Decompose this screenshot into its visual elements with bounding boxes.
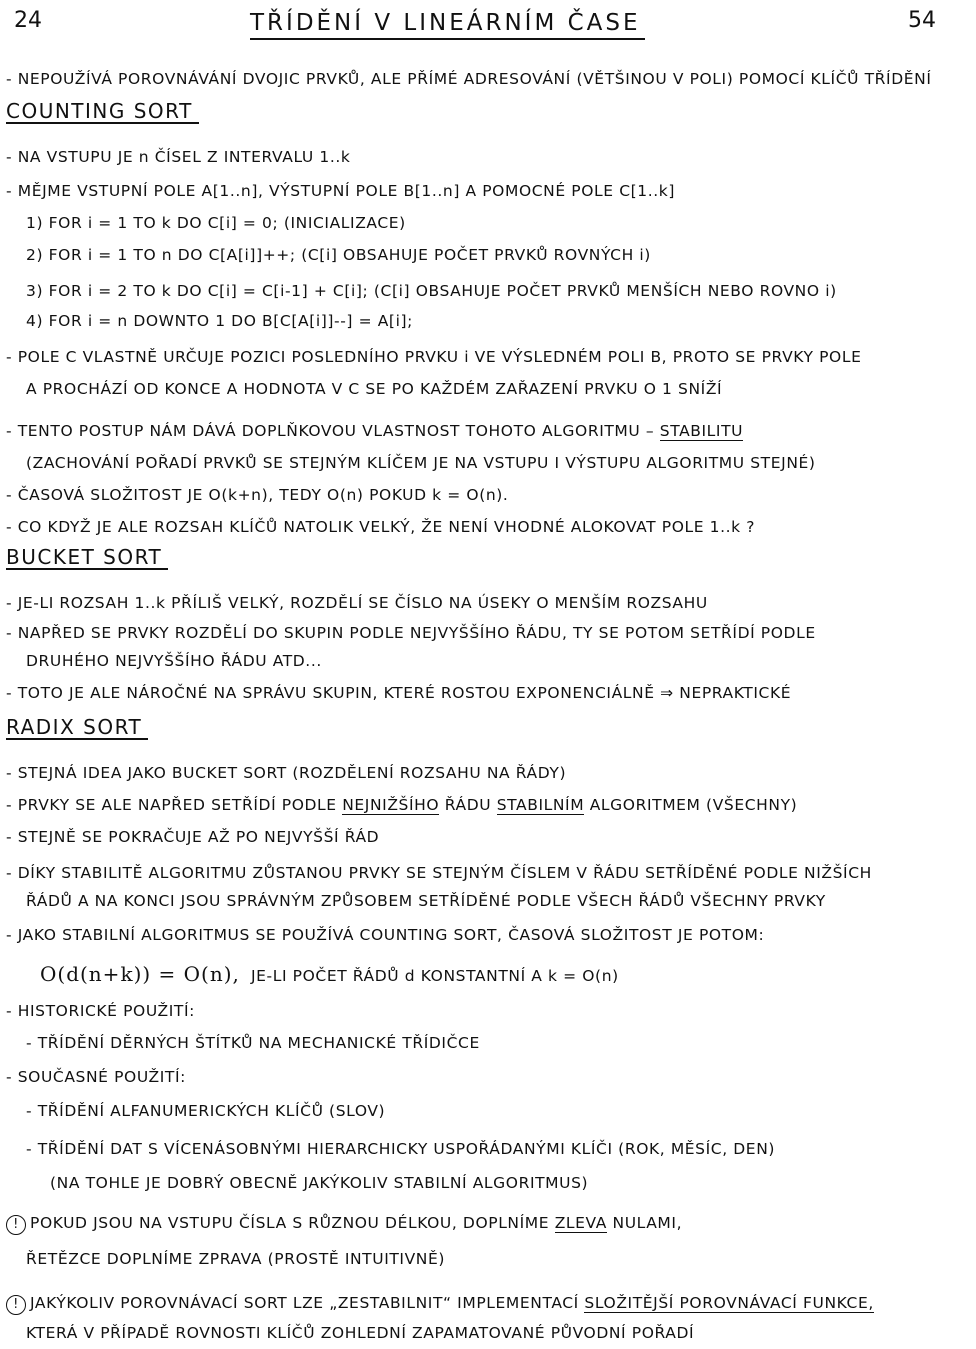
note-1-line-a (6, 1212, 970, 1235)
bucket-heading-row (6, 546, 970, 570)
bucket-line-1: - JE-LI ROZSAH 1..k PŘÍLIŠ VELKÝ, ROZDĚLÍ SE ČÍSLO NA ÚSEKY O MENŠÍM ROZSAHU (6, 594, 708, 612)
current-use-item-3: (NA TOHLE JE DOBRÝ OBECNĚ JAKÝKOLIV STABILNÍ ALGORITMUS) (50, 1174, 589, 1192)
note-2-line-a (6, 1292, 970, 1315)
counting-line-2: - MĚJME VSTUPNÍ POLE A[1..n], VÝSTUPNÍ POLE B[1..n] A POMOCNÉ POLE C[1..k] (6, 182, 676, 200)
lowest-order-underlined: NEJNIŽŠÍHO (342, 796, 440, 814)
counting-line-4b: (ZACHOVÁNÍ POŘADÍ PRVKŮ SE STEJNÝM KLÍČEM JE NA VSTUPU I VÝSTUPU ALGORITMU STEJNÉ) (26, 454, 816, 472)
historic-use-heading: - HISTORICKÉ POUŽITÍ: (6, 1002, 195, 1020)
counting-step-1: 1) FOR i = 1 TO k DO C[i] = 0; (INICIALIZACE) (26, 214, 406, 232)
page-title: TŘÍDĚNÍ V LINEÁRNÍM ČASE (250, 10, 645, 40)
bucket-line-2b: DRUHÉHO NEJVYŠŠÍHO ŘÁDU ATD... (26, 652, 322, 670)
note-1-post: NULAMI, (606, 1214, 683, 1232)
from-left-underlined: ZLEVA (554, 1214, 607, 1232)
page-number-left: 24 (14, 8, 42, 33)
radix-line-2 (6, 794, 970, 816)
current-use-item-1: - TŘÍDĚNÍ ALFANUMERICKÝCH KLÍČŮ (SLOV) (26, 1102, 386, 1120)
counting-line-6: - CO KDYŽ JE ALE ROZSAH KLÍČŮ NATOLIK VELKÝ, ŽE NENÍ VHODNÉ ALOKOVAT POLE 1..k ? (6, 518, 756, 536)
radix-line-3: - STEJNĚ SE POKRAČUJE AŽ PO NEJVYŠŠÍ ŘÁD (6, 828, 380, 846)
note-2-pre: JAKÝKOLIV POROVNÁVACÍ SORT LZE „ZESTABILNIT“ IMPLEMENTACÍ (30, 1294, 585, 1312)
current-use-item-2: - TŘÍDĚNÍ DAT S VÍCENÁSOBNÝMI HIERARCHICKY USPOŘÁDANÝMI KLÍČI (ROK, MĚSÍC, DEN) (26, 1140, 776, 1158)
radix-heading-row (6, 716, 970, 740)
radix-line-4b: ŘÁDŮ A NA KONCI JSOU SPRÁVNÝM ZPŮSOBEM SETŘÍDĚNÉ PODLE VŠECH ŘÁDŮ VŠECHNY PRVKY (26, 892, 826, 910)
stability-underlined: STABILITU (659, 422, 744, 440)
complex-compare-underlined: SLOŽITĚJŠÍ POROVNÁVACÍ FUNKCE, (584, 1294, 874, 1312)
historic-use-item: - TŘÍDĚNÍ DĚRNÝCH ŠTÍTKŮ NA MECHANICKÉ TŘÍDIČCE (26, 1034, 480, 1052)
counting-line-5: - ČASOVÁ SLOŽITOST JE O(k+n), TEDY O(n) POKUD k = O(n). (6, 486, 509, 504)
bucket-sort-heading: BUCKET SORT (6, 546, 168, 570)
exclamation-icon: ! (6, 1295, 26, 1315)
page-number-right: 54 (908, 8, 936, 33)
note-1-pre: POKUD JSOU NA VSTUPU ČÍSLA S RŮZNOU DÉLKOU, DOPLNÍME (30, 1214, 555, 1232)
radix-line-2-mid: ŘÁDU (439, 796, 497, 814)
counting-heading-row (6, 100, 970, 124)
counting-line-1: - NA VSTUPU JE n ČÍSEL Z INTERVALU 1..k (6, 148, 351, 166)
bucket-line-3: - TOTO JE ALE NÁROČNÉ NA SPRÁVU SKUPIN, KTERÉ ROSTOU EXPONENCIÁLNĚ ⇒ NEPRAKTICKÉ (6, 684, 792, 702)
radix-line-4a: - DÍKY STABILITĚ ALGORITMU ZŮSTANOU PRVKY SE STEJNÝM ČÍSLEM V ŘÁDU SETŘÍDĚNÉ PODLE NIŽŠÍCH (6, 864, 872, 882)
radix-formula-note: JE-LI POČET ŘÁDŮ d KONSTANTNÍ A k = O(n) (250, 967, 619, 985)
radix-line-1: - STEJNÁ IDEA JAKO BUCKET SORT (ROZDĚLENÍ ROZSAHU NA ŘÁDY) (6, 764, 567, 782)
counting-line-3a: - POLE C VLASTNĚ URČUJE POZICI POSLEDNÍHO PRVKU i VE VÝSLEDNÉM POLI B, PROTO SE PRVKY POLE (6, 348, 862, 366)
radix-sort-heading: RADIX SORT (6, 716, 148, 740)
note-2-line-b: KTERÁ V PŘÍPADĚ ROVNOSTI KLÍČŮ ZOHLEDNÍ ZAPAMATOVANÉ PŮVODNÍ POŘADÍ (26, 1324, 695, 1342)
counting-line-4a (6, 420, 970, 442)
counting-sort-heading: COUNTING SORT (6, 100, 199, 124)
radix-line-5: - JAKO STABILNÍ ALGORITMUS SE POUŽÍVÁ COUNTING SORT, ČASOVÁ SLOŽITOST JE POTOM: (6, 926, 765, 944)
stable-underlined: STABILNÍM (496, 796, 585, 814)
counting-step-4: 4) FOR i = n DOWNTO 1 DO B[C[A[i]]--] = A[i]; (26, 312, 413, 330)
bucket-line-2a: - NAPŘED SE PRVKY ROZDĚLÍ DO SKUPIN PODLE NEJVYŠŠÍHO ŘÁDU, TY SE POTOM SETŘÍDÍ PODLE (6, 624, 816, 642)
exclamation-icon: ! (6, 1215, 26, 1235)
radix-line-2-pre: - PRVKY SE ALE NAPŘED SETŘÍDÍ PODLE (6, 796, 343, 814)
counting-line-4a-text: - TENTO POSTUP NÁM DÁVÁ DOPLŇKOVOU VLASTNOST TOHOTO ALGORITMU – (6, 422, 660, 440)
counting-line-3b: A PROCHÁZÍ OD KONCE A HODNOTA V C SE PO KAŽDÉM ZAŘAZENÍ PRVKU O 1 SNÍŽÍ (26, 380, 723, 398)
note-1-line-b: ŘETĚZCE DOPLNÍME ZPRAVA (PROSTĚ INTUITIVNĚ) (26, 1250, 446, 1268)
radix-formula-row (40, 960, 970, 990)
counting-step-3: 3) FOR i = 2 TO k DO C[i] = C[i-1] + C[i]; (C[i] OBSAHUJE POČET PRVKŮ MENŠÍCH NEBO ROVNO i) (26, 282, 837, 300)
counting-step-2: 2) FOR i = 1 TO n DO C[A[i]]++; (C[i] OBSAHUJE POČET PRVKŮ ROVNÝCH i) (26, 246, 651, 264)
current-use-heading: - SOUČASNÉ POUŽITÍ: (6, 1068, 186, 1086)
intro-line: - NEPOUŽÍVÁ POROVNÁVÁNÍ DVOJIC PRVKŮ, ALE PŘÍMÉ ADRESOVÁNÍ (VĚTŠINOU V POLI) POMOCÍ KLÍČŮ TŘÍDĚNÍ (6, 70, 932, 88)
radix-line-2-post: ALGORITMEM (VŠECHNY) (584, 796, 798, 814)
radix-complexity-formula: O(d(n+k)) = O(n), (40, 962, 240, 986)
